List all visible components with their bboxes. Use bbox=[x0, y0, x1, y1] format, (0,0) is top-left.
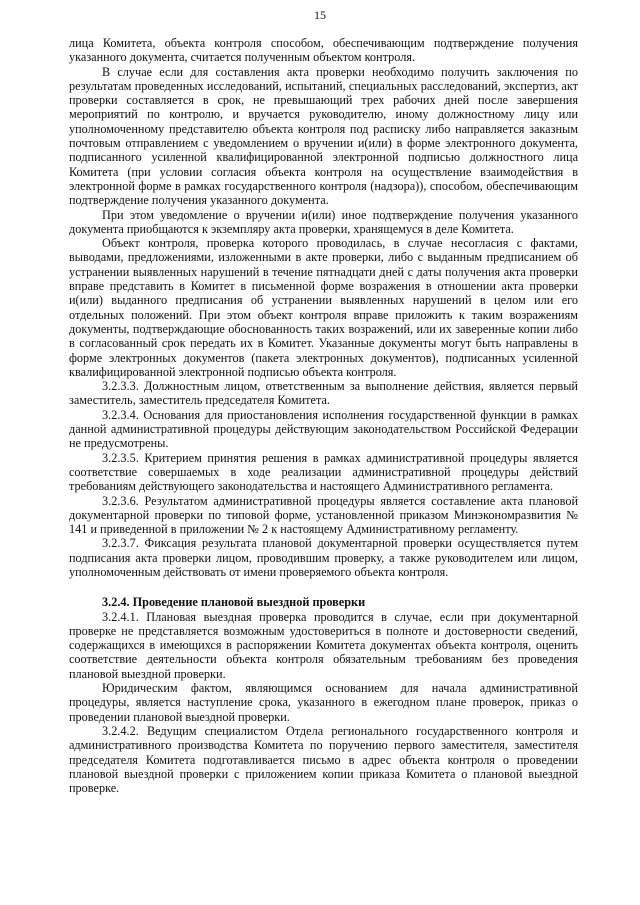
clause-3-2-4-2: 3.2.4.2. Ведущим специалистом Отдела регионального государственного контроля и административного производства Комитета по поручению первого заместителя, заместителя председателя Комитета подготавливается письмо в адрес объекта контроля о проведении плановой выездной проверки с приложением копии приказа Комитета о плановой выездной проверке. bbox=[69, 723, 578, 796]
paragraph-objections: Объект контроля, проверка которого проводилась, в случае несогласия с фактами, выводами, предложениями, изложенными в акте проверки, либо с выданным предписанием об устранении выявленных нарушений в течение пятнадцати дней с даты получения акта проверки вправе представить в Комитет в письменной форме возражения в отношении акта проверки и(или) выданного предписания об устранении выявленных нарушений в целом или его отдельных положений. При этом объект контроля вправе приложить к таким возражениям документы, подтверждающие обоснованность таких возражений, или их заверенные копии либо в согласованный срок передать их в Комитет. Указанные документы могут быть направлены в форме электронных документов (пакета электронных документов), подписанных усиленной квалифицированной электронной подписью объекта контроля. bbox=[69, 236, 578, 379]
clause-3-2-3-7: 3.2.3.7. Фиксация результата плановой документарной проверки осуществляется путем подписания акта проверки лицом, проводившим проверку, а также руководителем или лицом, уполномоченным действовать от имени проверяемого объекта контроля. bbox=[69, 536, 578, 579]
paragraph-legal-fact: Юридическим фактом, являющимся основанием для начала административной процедуры, является наступление срока, указанного в ежегодном плане проверок, приказ о проведении плановой выездной проверки. bbox=[69, 681, 578, 724]
paragraph-act-deadline: В случае если для составления акта проверки необходимо получить заключения по результатам проведенных исследований, испытаний, специальных расследований, экспертиз, акт проверки составляется в срок, не превышающий трех рабочих дней после завершения мероприятий по контролю, и вручается руководителю, иному должностному лицу или уполномоченному представителю объекта контроля под расписку либо направляется заказным почтовым отправлением с уведомлением о вручении и(или) в форме электронного документа, подписанного усиленной квалифицированной электронной подписью должностного лица Комитета (при условии согласия объекта контроля на осуществление взаимодействия в электронной форме в рамках государственного контроля (надзора)), способом, обеспечивающим подтверждение получения указанного документа. bbox=[69, 64, 578, 208]
document-body bbox=[69, 36, 578, 795]
page-number: 15 bbox=[314, 8, 326, 22]
clause-3-2-4-1: 3.2.4.1. Плановая выездная проверка проводится в случае, если при документарной проверке не представляется возможным удостовериться в полноте и достоверности сведений, содержащихся в имеющихся в распоряжении Комитета документах объекта контроля, оценить соответствие деятельности объекта контроля обязательным требованиям без проведения плановой выездной проверки. bbox=[69, 609, 578, 681]
clause-3-2-3-5: 3.2.3.5. Критерием принятия решения в рамках административной процедуры является соответствие совершаемых в ходе реализации административной процедуры действий требованиям действующего законодательства и настоящего Административного регламента. bbox=[69, 450, 578, 494]
clause-3-2-3-6: 3.2.3.6. Результатом административной процедуры является составление акта плановой документарной проверки по типовой форме, установленной приказом Минэкономразвития № 141 и приведенной в приложении № 2 к настоящему Административному регламенту. bbox=[69, 493, 578, 537]
paragraph-continuation: лица Комитета, объекта контроля способом, обеспечивающим подтверждение получения указанного документа, считается полученным объектом контроля. bbox=[69, 36, 578, 65]
clause-3-2-3-4: 3.2.3.4. Основания для приостановления исполнения государственной функции в рамках данной административной процедуры действующим законодательством Российской Федерации не предусмотрены. bbox=[69, 407, 578, 451]
clause-3-2-3-3: 3.2.3.3. Должностным лицом, ответственным за выполнение действия, является первый заместитель, заместитель председателя Комитета. bbox=[69, 379, 578, 408]
paragraph-delivery-notice: При этом уведомление о вручении и(или) иное подтверждение получения указанного документа приобщаются к экземпляру акта проверки, хранящемуся в деле Комитета. bbox=[69, 207, 578, 236]
section-heading-3-2-4: 3.2.4. Проведение плановой выездной проверки bbox=[102, 595, 366, 610]
